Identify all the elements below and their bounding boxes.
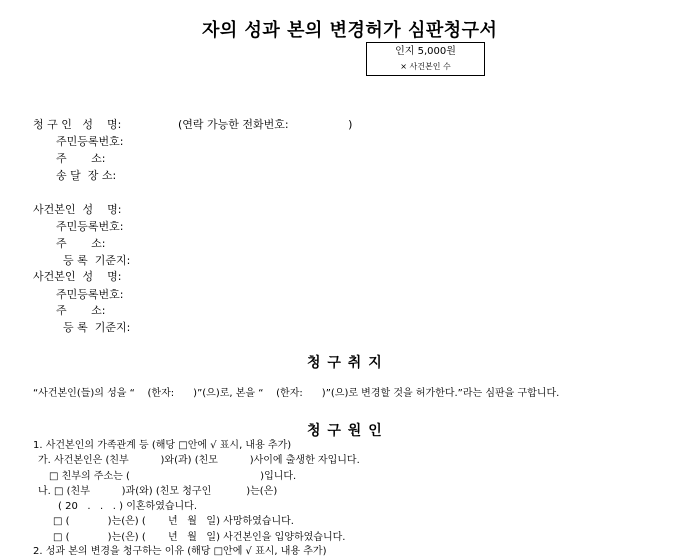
- petitioner-name-label: 청 구 인 성 명:: [33, 118, 122, 131]
- stamp-note: × 사건본인 수: [400, 62, 451, 71]
- subject1-address-label: 주 소:: [56, 237, 106, 250]
- petitioner-service-address-label: 송 달 장 소:: [56, 169, 117, 182]
- subject1-name-label: 사건본인 성 명:: [33, 203, 122, 216]
- subject2-address-label: 주 소:: [56, 304, 106, 317]
- subject1-registry-label: 등 록 기준지:: [63, 254, 131, 267]
- cause-heading: 청 구 원 인: [307, 423, 383, 439]
- petitioner-phone-label: (연락 가능한 전화번호: ): [178, 118, 353, 131]
- purpose-text: “사건본인(들)의 성을 “ (한자: )”(으)로, 본을 “ (한자: )”(으)로 변경할 것을 허가한다.”라는 심판을 구합니다.: [33, 388, 560, 399]
- cause-line: ( 20 . . . ) 이혼하였습니다.: [58, 501, 198, 512]
- cause-line: 가. 사건본인은 (친부 )와(과) (친모 )사이에 출생한 자입니다.: [38, 455, 360, 466]
- cause-line: 1. 사건본인의 가족관계 등 (해당 □안에 √ 표시, 내용 추가): [33, 440, 292, 451]
- stamp-box: [366, 42, 485, 76]
- cause-line: □ 친부의 주소는 ( )입니다.: [49, 471, 297, 482]
- subject1-rrn-label: 주민등록번호:: [56, 220, 124, 233]
- cause-line: 2. 성과 본의 변경을 청구하는 이유 (해당 □안에 √ 표시, 내용 추가): [33, 546, 327, 557]
- purpose-heading: 청 구 취 지: [307, 355, 383, 371]
- petitioner-rrn-label: 주민등록번호:: [56, 135, 124, 148]
- subject2-rrn-label: 주민등록번호:: [56, 288, 124, 301]
- subject2-name-label: 사건본인 성 명:: [33, 270, 122, 283]
- cause-line: □ ( )는(은) ( 년 월 일) 사건본인을 입양하였습니다.: [53, 532, 346, 543]
- stamp-fee: 인지 5,000원: [395, 46, 456, 57]
- document-title: 자의 성과 본의 변경허가 심판청구서: [202, 20, 498, 41]
- cause-line: □ ( )는(은) ( 년 월 일) 사망하였습니다.: [53, 516, 294, 527]
- cause-line: 나. □ (친부 )과(와) (친모 청구인 )는(은): [38, 486, 278, 497]
- subject2-registry-label: 등 록 기준지:: [63, 321, 131, 334]
- petitioner-address-label: 주 소:: [56, 152, 106, 165]
